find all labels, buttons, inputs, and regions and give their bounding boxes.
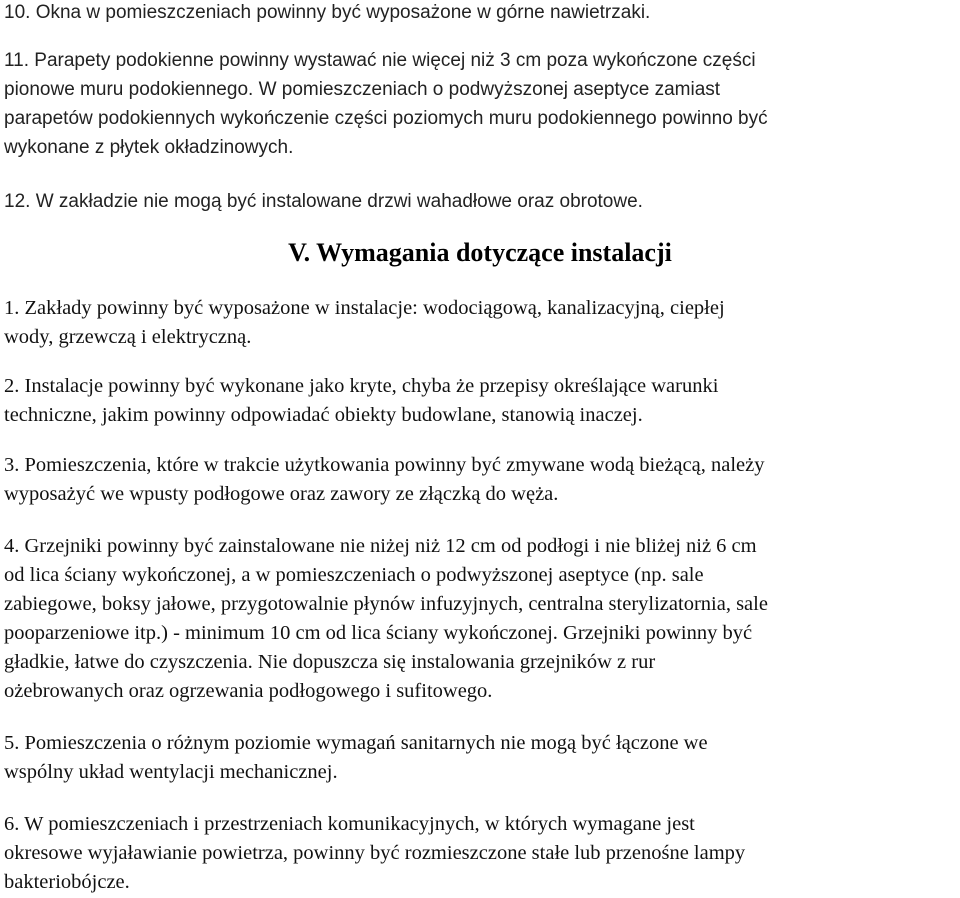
text-line: 10. Okna w pomieszczeniach powinny być wyposażone w górne nawietrzaki.: [4, 2, 651, 23]
text-line: 12. W zakładzie nie mogą być instalowane drzwi wahadłowe oraz obrotowe.: [4, 191, 643, 212]
text-line: 11. Parapety podokienne powinny wystawać nie więcej niż 3 cm poza wykończone części: [4, 50, 756, 71]
text-line: 5. Pomieszczenia o różnym poziomie wymagań sanitarnych nie mogą być łączone we: [4, 732, 708, 754]
text-line: ożebrowanych oraz ogrzewania podłogowego i sufitowego.: [4, 680, 493, 702]
paragraph-4: [4, 532, 958, 706]
text-line: 3. Pomieszczenia, które w trakcie użytkowania powinny być zmywane wodą bieżącą, należy: [4, 454, 765, 476]
paragraph-2: [4, 372, 958, 430]
text-line: pooparzeniowe itp.) - minimum 10 cm od lica ściany wykończonej. Grzejniki powinny być: [4, 622, 753, 644]
text-line: bakteriobójcze.: [4, 871, 130, 893]
paragraph-12: [4, 187, 958, 216]
text-line: wspólny układ wentylacji mechanicznej.: [4, 761, 338, 783]
paragraph-6: [4, 810, 958, 897]
text-line: wyposażyć we wpusty podłogowe oraz zawory ze złączką do węża.: [4, 483, 559, 505]
text-line: parapetów podokiennych wykończenie części poziomych muru podokiennego powinno być: [4, 108, 768, 129]
paragraph-10: [4, 0, 958, 27]
text-line: 1. Zakłady powinny być wyposażone w instalacje: wodociągową, kanalizacyjną, ciepłej: [4, 297, 725, 319]
section-heading: V. Wymagania dotyczące instalacji: [288, 238, 672, 267]
text-line: 6. W pomieszczeniach i przestrzeniach komunikacyjnych, w których wymagane jest: [4, 813, 695, 835]
text-line: 2. Instalacje powinny być wykonane jako kryte, chyba że przepisy określające warunki: [4, 375, 719, 397]
paragraph-1: [4, 294, 958, 352]
text-line: pionowe muru podokiennego. W pomieszczeniach o podwyższonej aseptyce zamiast: [4, 79, 721, 100]
text-line: od lica ściany wykończonej, a w pomieszczeniach o podwyższonej aseptyce (np. sale: [4, 564, 704, 586]
text-line: 4. Grzejniki powinny być zainstalowane nie niżej niż 12 cm od podłogi i nie bliżej niż 6 cm: [4, 535, 757, 557]
text-line: wody, grzewczą i elektryczną.: [4, 326, 252, 348]
paragraph-5: [4, 729, 958, 787]
text-line: wykonane z płytek okładzinowych.: [4, 137, 294, 158]
paragraph-11: [4, 46, 958, 162]
paragraph-3: [4, 451, 958, 509]
text-line: zabiegowe, boksy jałowe, przygotowalnie płynów infuzyjnych, centralna sterylizatornia, sale: [4, 593, 768, 615]
text-line: techniczne, jakim powinny odpowiadać obiekty budowlane, stanowią inaczej.: [4, 404, 643, 426]
text-line: gładkie, łatwe do czyszczenia. Nie dopuszcza się instalowania grzejników z rur: [4, 651, 656, 673]
text-line: okresowe wyjaławianie powietrza, powinny być rozmieszczone stałe lub przenośne lampy: [4, 842, 746, 864]
